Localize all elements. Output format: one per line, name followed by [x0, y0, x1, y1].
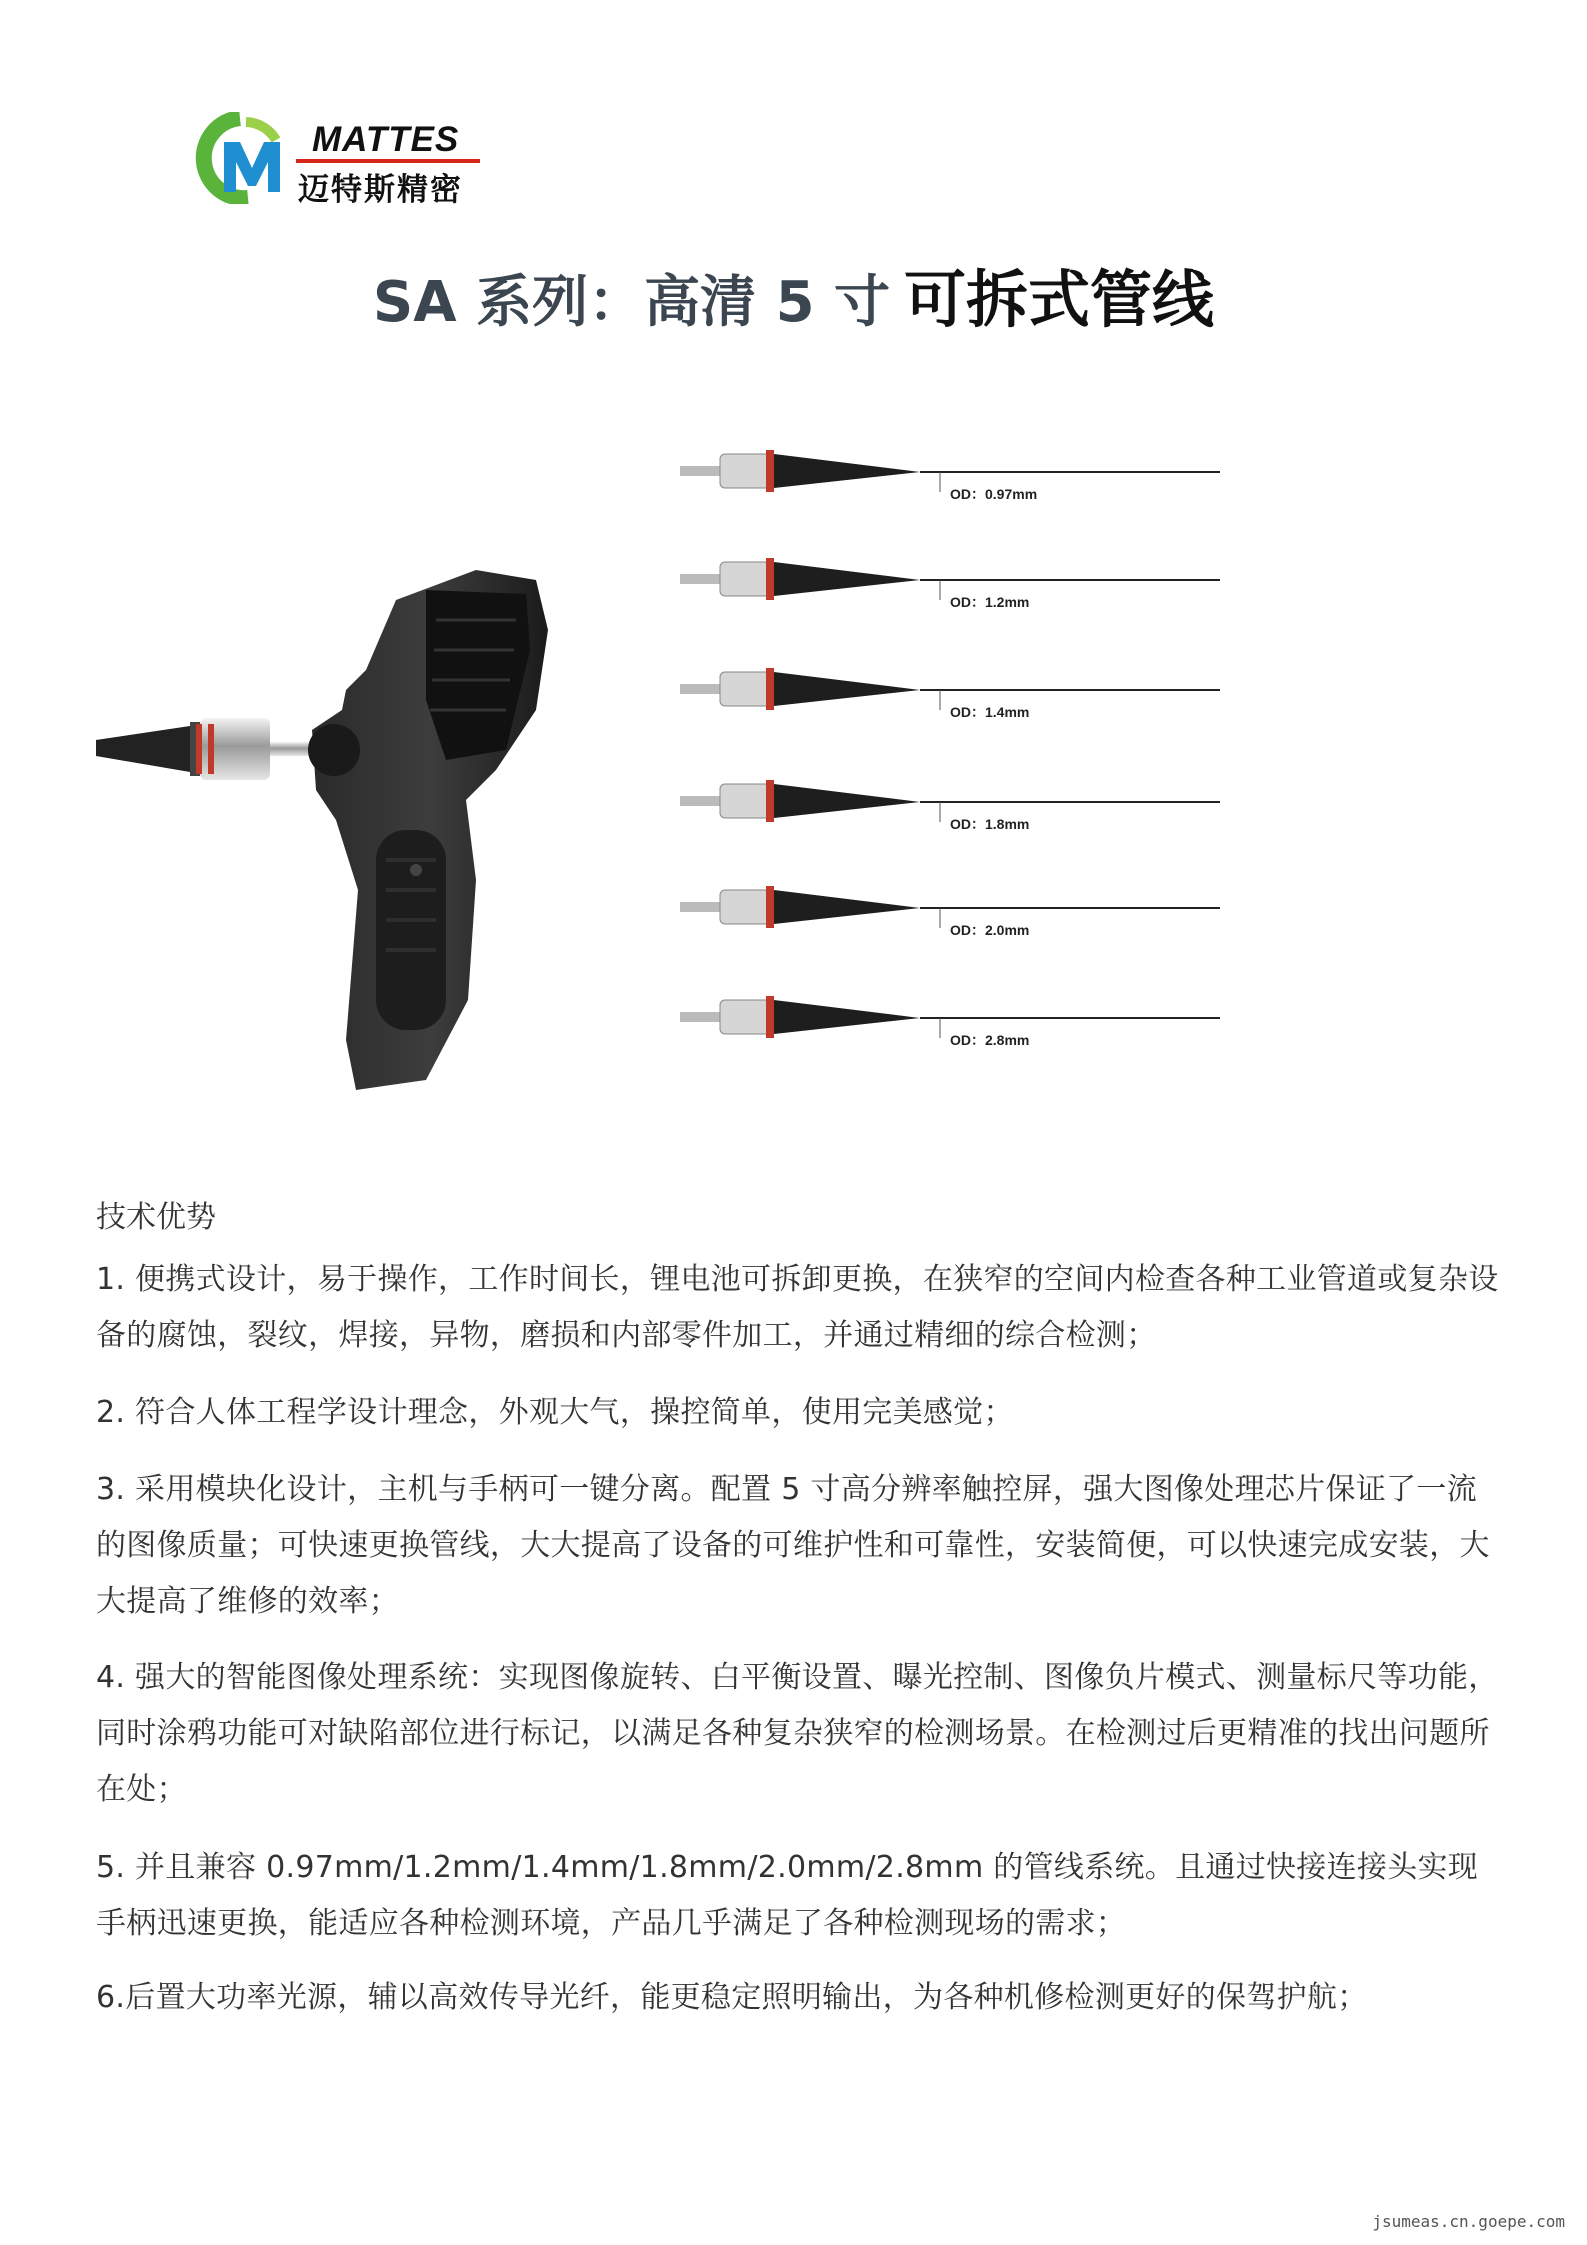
source-watermark: jsumeas.cn.goepe.com — [1372, 2212, 1565, 2231]
probe-od-label: OD：1.4mm — [950, 704, 1030, 720]
brand-name-en: MATTES — [312, 120, 460, 159]
probe-od-label: OD：1.2mm — [950, 594, 1030, 610]
probe-item — [680, 770, 1240, 850]
mattes-logo-icon — [188, 112, 298, 204]
brand-underline — [296, 159, 480, 163]
title-product: 可拆式管线 — [904, 263, 1215, 336]
advantage-paragraph: 5. 并且兼容 0.97mm/1.2mm/1.4mm/1.8mm/2.0mm/2.8mm 的管线系统。且通过快接连接头实现手柄迅速更换，能适应各种检测环境，产品几乎满足了各种检测现场的需求； — [96, 1850, 1479, 1941]
brand-name-cn: 迈特斯精密 — [298, 172, 463, 208]
probe-item — [680, 658, 1240, 738]
probe-item — [680, 440, 1240, 520]
probe-od-label: OD：2.0mm — [950, 922, 1030, 938]
probe-item — [680, 876, 1240, 956]
probe-od-label: OD：1.8mm — [950, 816, 1030, 832]
advantage-paragraph: 4. 强大的智能图像处理系统：实现图像旋转、白平衡设置、曝光控制、图像负片模式、测量标尺等功能，同时涂鸦功能可对缺陷部位进行标记，以满足各种复杂狭窄的检测场景。在检测过后更精准的找出问题所在处； — [96, 1660, 1499, 1807]
advantage-paragraph: 2. 符合人体工程学设计理念，外观大气，操控简单，使用完美感觉； — [96, 1395, 1014, 1430]
probe-od-label: OD：0.97mm — [950, 486, 1038, 502]
advantage-paragraph: 3. 采用模块化设计，主机与手柄可一键分离。配置 5 寸高分辨率触控屏，强大图像处理芯片保证了一流的图像质量；可快速更换管线，大大提高了设备的可维护性和可靠性，安装简便，可以快速完成安装，大大提高了维修的效率； — [96, 1472, 1490, 1619]
advantage-paragraph: 1. 便携式设计，易于操作，工作时间长，锂电池可拆卸更换，在狭窄的空间内检查各种工业管道或复杂设备的腐蚀，裂纹，焊接，异物，磨损和内部零件加工，并通过精细的综合检测； — [96, 1262, 1499, 1353]
page-title — [0, 250, 1587, 339]
probe-item — [680, 548, 1240, 628]
section-heading: 技术优势 — [96, 1200, 216, 1235]
title-series: SA 系列：高清 5 寸 — [372, 270, 891, 335]
product-image — [96, 560, 556, 1144]
advantage-paragraph: 6.后置大功率光源，辅以高效传导光纤，能更稳定照明输出，为各种机修检测更好的保驾护航； — [96, 1980, 1368, 2015]
endoscope-device-icon — [96, 560, 556, 1140]
probe-od-label: OD：2.8mm — [950, 1032, 1030, 1048]
probe-item — [680, 986, 1240, 1066]
